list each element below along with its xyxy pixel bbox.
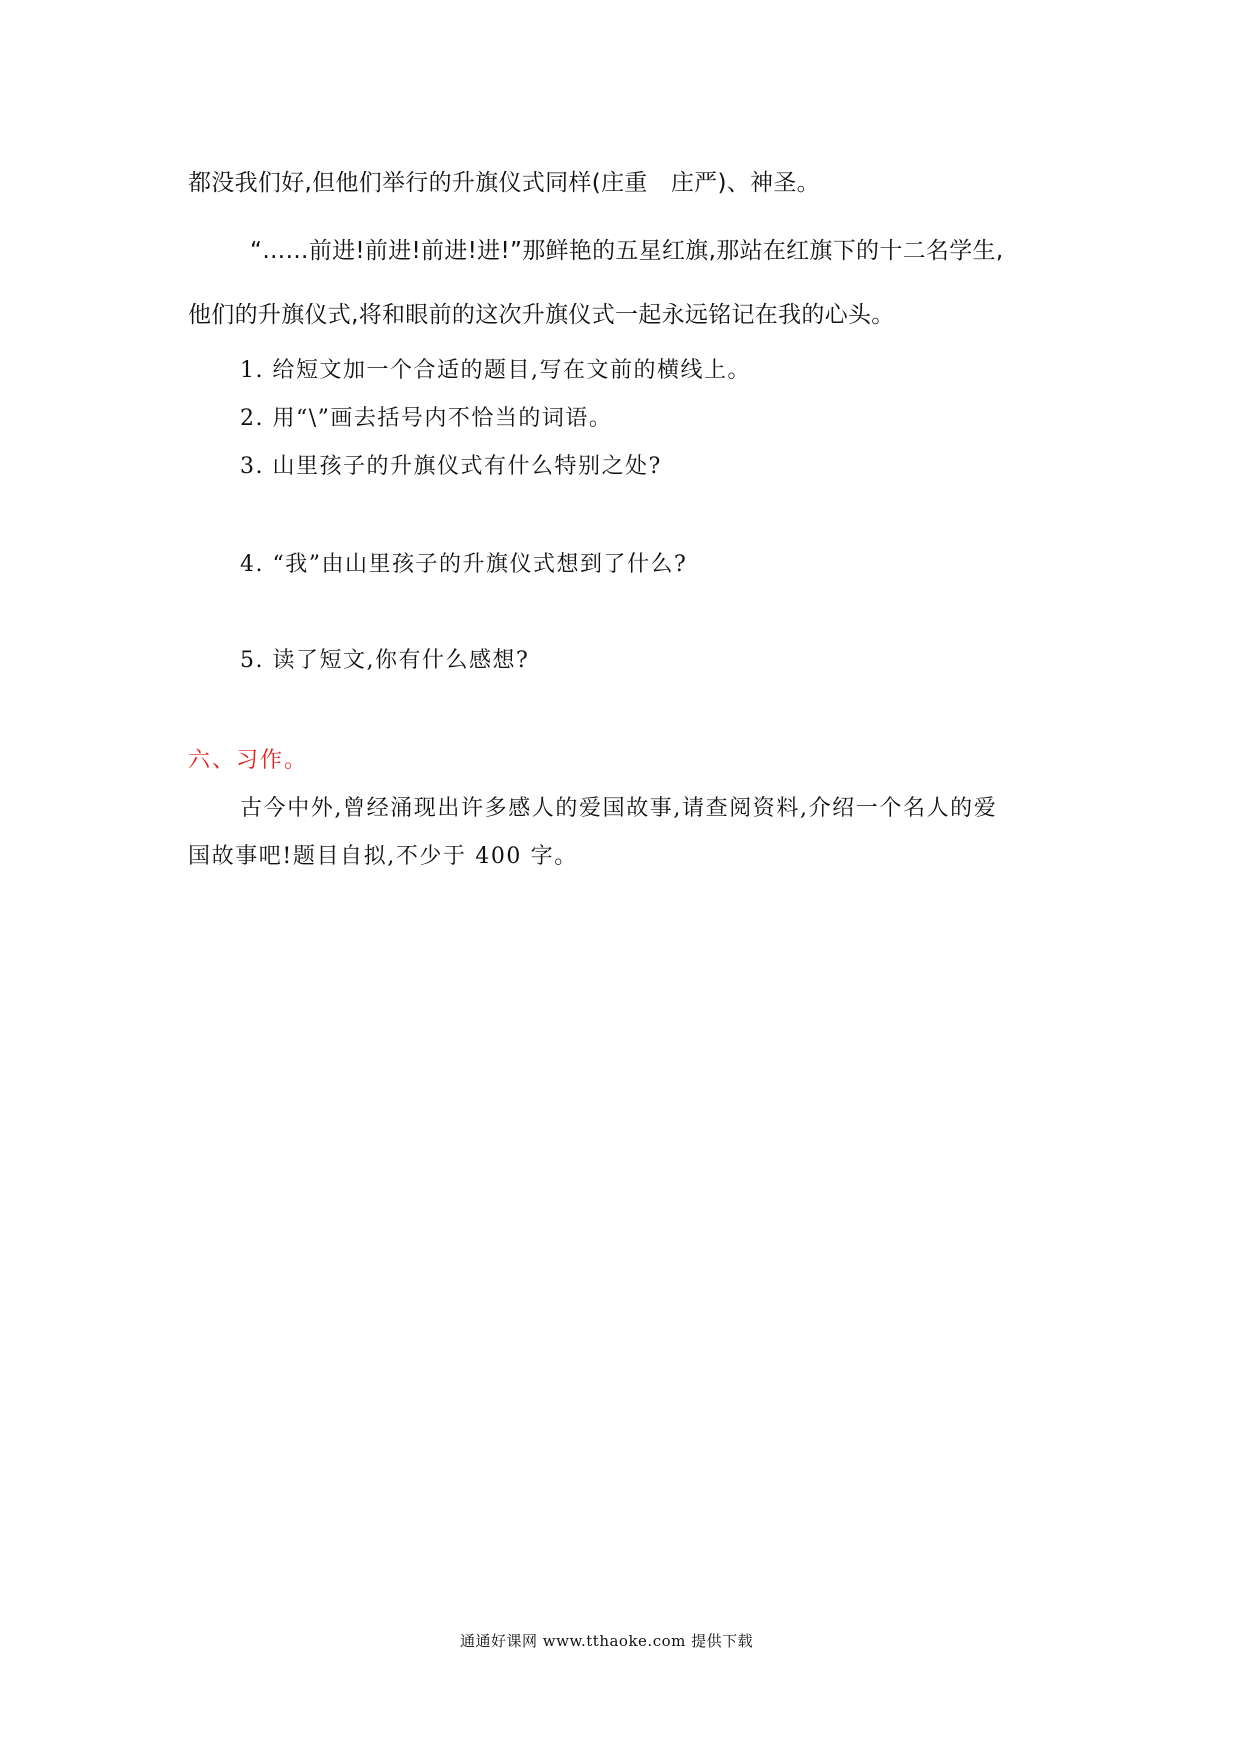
question-4: 4. “我”由山里孩子的升旗仪式想到了什么? (240, 552, 688, 577)
question-1: 1. 给短文加一个合适的题目,写在文前的横线上。 (240, 358, 751, 383)
passage-line-2: “……前进!前进!前进!进!”那鲜艳的五星红旗,那站在红旗下的十二名学生, (250, 238, 1004, 264)
essay-prompt-line-1: 古今中外,曾经涌现出许多感人的爱国故事,请查阅资料,介绍一个名人的爱 (240, 796, 998, 821)
footer-credit: 通通好课网 www.tthaoke.com 提供下载 (460, 1632, 754, 1650)
section-six-heading: 六、习作。 (188, 748, 309, 773)
question-3: 3. 山里孩子的升旗仪式有什么特别之处? (240, 454, 662, 479)
question-2: 2. 用“\”画去括号内不恰当的词语。 (240, 406, 613, 431)
question-5: 5. 读了短文,你有什么感想? (240, 648, 530, 673)
passage-line-3: 他们的升旗仪式,将和眼前的这次升旗仪式一起永远铭记在我的心头。 (188, 302, 895, 328)
essay-prompt-line-2: 国故事吧!题目自拟,不少于 400 字。 (188, 844, 578, 869)
passage-line-1: 都没我们好,但他们举行的升旗仪式同样(庄重 庄严)、神圣。 (188, 170, 820, 196)
